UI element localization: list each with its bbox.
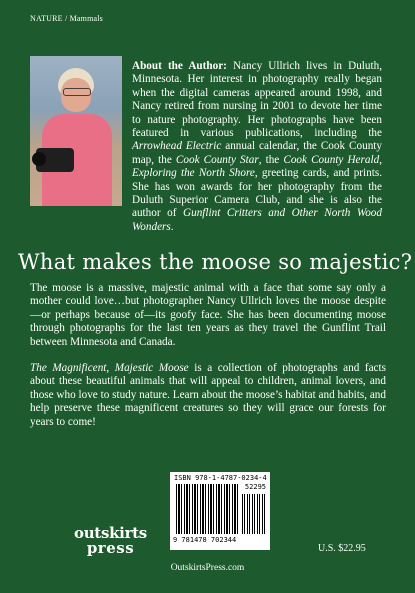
summary-paragraph: The Magnificent, Majestic Moose is a collection of photographs and facts about these beautiful animals that will appeal to children, animal lovers, and those who love to study nature. Learn about the moose’s habitat and habits, and help preserve these magnificent creatures so they will grace our forests for years to come! bbox=[30, 362, 386, 428]
price-label: U.S. $22.95 bbox=[318, 543, 366, 554]
author-photo bbox=[30, 56, 122, 206]
publisher-logo: outskirts press bbox=[74, 524, 147, 557]
category-label: NATURE / Mammals bbox=[30, 14, 103, 23]
barcode-bars bbox=[176, 484, 238, 534]
price-code: 52295 bbox=[244, 483, 266, 491]
barcode-addon-bars bbox=[242, 494, 266, 534]
description-paragraph: The moose is a massive, majestic animal with a face that some say only a mother could love…but photographer Nancy Ullrich loves the moose despite—or perhaps because of—its goofy face. She has been documenting moose through photographs for the last ten years as they travel the Gunflint Trail between Minnesota and Canada. bbox=[30, 282, 386, 348]
headline: What makes the moose so majestic? bbox=[18, 250, 413, 274]
isbn-barcode bbox=[170, 472, 270, 550]
isbn-text: ISBN 978-1-4787-0234-4 bbox=[174, 474, 267, 482]
barcode-digits: 9 781478 702344 bbox=[173, 536, 237, 544]
publisher-website: OutskirtsPress.com bbox=[170, 563, 245, 573]
author-bio: About the Author: Nancy Ullrich lives in Duluth, Minnesota. Her interest in photography really began when the digital cameras appeared around 1998, and Nancy retired from nursing in 2001 to devote her time to nature photography. Her photographs have been featured in various publications, including the Arrowhead Electric annual calendar, the Cook County map, the Cook County Star, the Cook County Herald, Exploring the North Shore, greeting cards, and prints. She has won awards for her photography from the Duluth Superior Camera Club, and she is also the author of Gunflint Critters and Other North Wood Wonders. bbox=[132, 60, 383, 233]
